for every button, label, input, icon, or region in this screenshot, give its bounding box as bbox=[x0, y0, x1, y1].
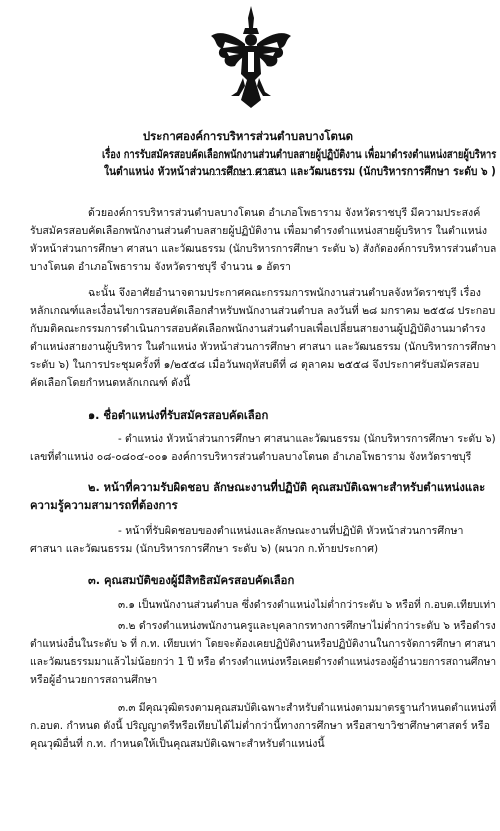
para2-line: ระดับ ๖) ในการประชุมครั้งที่ ๑/๒๕๕๘ เมื่อวันพฤหัสบดีที่ ๘ ตุลาคม ๒๕๕๘ จึงประกาศรับสมัครสอบ bbox=[30, 359, 480, 371]
section-3-heading: ๓. คุณสมบัติของผู้มีสิทธิสมัครสอบคัดเลือก bbox=[88, 574, 295, 587]
qualification-3-3-cont: คุณวุฒิอื่นที่ ก.ท. กำหนดให้เป็นคุณสมบัติเฉพาะสำหรับตำแหน่งนี้ bbox=[30, 738, 325, 750]
section-2-heading-cont: ความรู้ความสามารถที่ต้องการ bbox=[30, 499, 178, 512]
qualification-3-2-cont: หรือผู้อำนวยการสถานศึกษา bbox=[30, 674, 158, 686]
subject-line-1: เรื่อง การรับสมัครสอบคัดเลือกพนักงานส่วนตำบลสายผู้ปฏิบัติงาน เพื่อมาดำรงตำแหน่งสายผู้บริหาร bbox=[102, 147, 497, 161]
title-divider bbox=[212, 174, 286, 175]
section-2-line: ศาสนา และวัฒนธรรม (นักบริหารการศึกษา ระดับ ๖) (ผนวก ก.ท้ายประกาศ) bbox=[30, 543, 379, 555]
announcement-title: ประกาศองค์การบริหารส่วนตำบลบางโตนด bbox=[142, 129, 354, 143]
section-2-line: - หน้าที่รับผิดชอบของตำแหน่งและลักษณะงานที่ปฏิบัติ หัวหน้าส่วนการศึกษา bbox=[118, 525, 464, 537]
intro-line: ด้วยองค์การบริหารส่วนตำบลบางโตนด อำเภอโพธาราม จังหวัดราชบุรี มีความประสงค์ bbox=[88, 207, 481, 219]
para2-line: กับมติคณะกรรมการดำเนินการสอบคัดเลือกพนักงานส่วนตำบลเพื่อเปลี่ยนสายงานผู้ปฏิบัติงานมาดำรง bbox=[30, 323, 486, 335]
section-1-line: เลขที่ตำแหน่ง ๐๘-๐๘๐๔-๐๐๑ องค์การบริหารส่วนตำบลบางโตนด อำเภอโพธาราม จังหวัดราชบุรี bbox=[30, 451, 472, 463]
qualification-3-2-cont: ตำแหน่งอื่นในระดับ ๖ ที่ ก.ท. เทียบเท่า โดยจะต้องเคยปฏิบัติงานหรือปฏิบัติงานในการจัดการศึกษา ศาสนา bbox=[30, 638, 496, 650]
section-1-heading: ๑. ชื่อตำแหน่งที่รับสมัครสอบคัดเลือก bbox=[88, 409, 269, 422]
para2-line: ตำแหน่งสายงานผู้บริหาร ในตำแหน่ง หัวหน้าส่วนการศึกษา ศาสนา และวัฒนธรรม (นักบริหารการศึกษา bbox=[30, 341, 497, 353]
qualification-3-3-cont: ก.อบต. กำหนด ดังนี้ ปริญญาตรีหรือเทียบได้ไม่ต่ำกว่านี้ทางการศึกษา หรือสาขาวิชาศึกษาศาสตร์ หรือ bbox=[30, 720, 490, 732]
section-2-heading: ๒. หน้าที่ความรับผิดชอบ ลักษณะงานที่ปฏิบัติ คุณสมบัติเฉพาะสำหรับตำแหน่งและ bbox=[88, 481, 486, 494]
qualification-3-1: ๓.๑ เป็นพนักงานส่วนตำบล ซึ่งดำรงตำแหน่งไม่ต่ำกว่าระดับ ๖ หรือที่ ก.อบต.เทียบเท่า bbox=[118, 599, 496, 611]
intro-line: รับสมัครสอบคัดเลือกพนักงานส่วนตำบลสายผู้ปฏิบัติงาน เพื่อมาดำรงตำแหน่งสายผู้บริหาร ในตำแหน่ง bbox=[30, 225, 488, 237]
garuda-emblem-icon bbox=[209, 4, 293, 112]
section-1-line: - ตำแหน่ง หัวหน้าส่วนการศึกษา ศาสนาและวัฒนธรรม (นักบริหารการศึกษา ระดับ ๖) bbox=[118, 433, 496, 445]
qualification-3-2: ๓.๒ ดำรงตำแหน่งพนักงานครูและบุคลากรทางการศึกษาไม่ต่ำกว่าระดับ ๖ หรือดำรง bbox=[118, 620, 496, 632]
intro-line: หัวหน้าส่วนการศึกษา ศาสนา และวัฒนธรรม (นักบริหารการศึกษา ระดับ ๖) สังกัดองค์การบริหารส่วนตำบล bbox=[30, 243, 497, 255]
para2-line: หลักเกณฑ์และเงื่อนไขการสอบคัดเลือกสำหรับพนักงานส่วนตำบล ลงวันที่ ๒๘ มกราคม ๒๕๕๘ ประกอบ bbox=[30, 305, 496, 317]
para2-line: ฉะนั้น จึงอาศัยอำนาจตามประกาศคณะกรรมการพนักงานส่วนตำบลจังหวัดราชบุรี เรื่อง bbox=[88, 287, 481, 299]
qualification-3-3: ๓.๓ มีคุณวุฒิตรงตามคุณสมบัติเฉพาะสำหรับตำแหน่งตามมาตรฐานกำหนดตำแหน่งที่ bbox=[118, 702, 497, 714]
intro-line: บางโตนด อำเภอโพธาราม จังหวัดราชบุรี จำนวน ๑ อัตรา bbox=[30, 261, 291, 273]
subject-line-2: ในตำแหน่ง หัวหน้าส่วนการศึกษา ศาสนา และวัฒนธรรม (นักบริหารการศึกษา ระดับ ๖ ) bbox=[104, 164, 496, 178]
qualification-3-2-cont: และวัฒนธรรมมาแล้วไม่น้อยกว่า 1 ปี หรือ ดำรงตำแหน่งหรือเคยดำรงตำแหน่งรองผู้อำนวยการสถานศึกษา bbox=[30, 656, 497, 668]
para2-line: คัดเลือกโดยกำหนดหลักเกณฑ์ ดังนี้ bbox=[30, 377, 191, 389]
